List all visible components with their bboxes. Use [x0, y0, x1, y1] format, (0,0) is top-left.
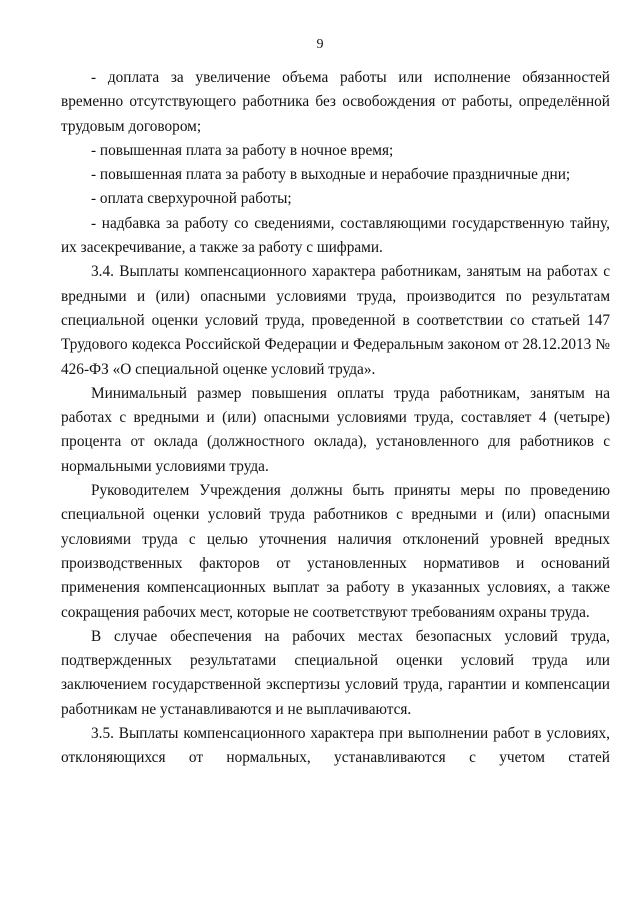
paragraph-weekend-work: - повышенная плата за работу в выходные и нерабочие праздничные дни;	[91, 166, 571, 184]
paragraph-state-secret: - надбавка за работу со сведениями, составляющими государственную тайну, их засекречивание, а также за работу с шифрами.	[61, 214, 610, 257]
paragraph-manager-measures: Руководителем Учреждения должны быть приняты меры по проведению специальной оценки условий труда работников с вредными и (или) опасными условиями труда с целью уточнения наличия отклонений уровней вредных производственных факторов от установленных нормативов и оснований применения компенсационных выплат за работу в указанных условиях, а также сокращения рабочих мест, которые не соответствуют требованиям охраны труда.	[61, 482, 610, 621]
page-number: 9	[316, 37, 324, 52]
paragraph-3-5: 3.5. Выплаты компенсационного характера при выполнении работ в условиях, отклоняющихся от нормальных, устанавливаются с учетом статей	[61, 725, 610, 767]
document-body	[61, 66, 610, 771]
paragraph-3-4: 3.4. Выплаты компенсационного характера работникам, занятым на работах с вредными и (или) опасными условиями труда, производится по результатам специальной оценки условий труда, проведенной в соответствии со статьей 147 Трудового кодекса Российской Федерации и Федеральным законом от 28.12.2013 № 426-ФЗ «О специальной оценке условий труда».	[61, 263, 610, 378]
paragraph-safe-conditions: В случае обеспечения на рабочих местах безопасных условий труда, подтвержденных результатами специальной оценки условий труда или заключением государственной экспертизы условий труда, гарантии и компенсации работникам не устанавливаются и не выплачиваются.	[61, 627, 610, 718]
paragraph-overtime: - оплата сверхурочной работы;	[91, 190, 292, 208]
paragraph-night-work: - повышенная плата за работу в ночное время;	[91, 141, 394, 159]
paragraph-bonus-extra-work: - доплата за увеличение объема работы или исполнение обязанностей временно отсутствующего работника без освобождения от работы, определённой трудовым договором;	[61, 69, 610, 135]
paragraph-minimum-increase: Минимальный размер повышения оплаты труда работникам, занятым на работах с вредными и (или) опасными условиями труда, составляет 4 (четыре) процента от оклада (должностного оклада), установленного для работников с нормальными условиями труда.	[61, 384, 610, 475]
